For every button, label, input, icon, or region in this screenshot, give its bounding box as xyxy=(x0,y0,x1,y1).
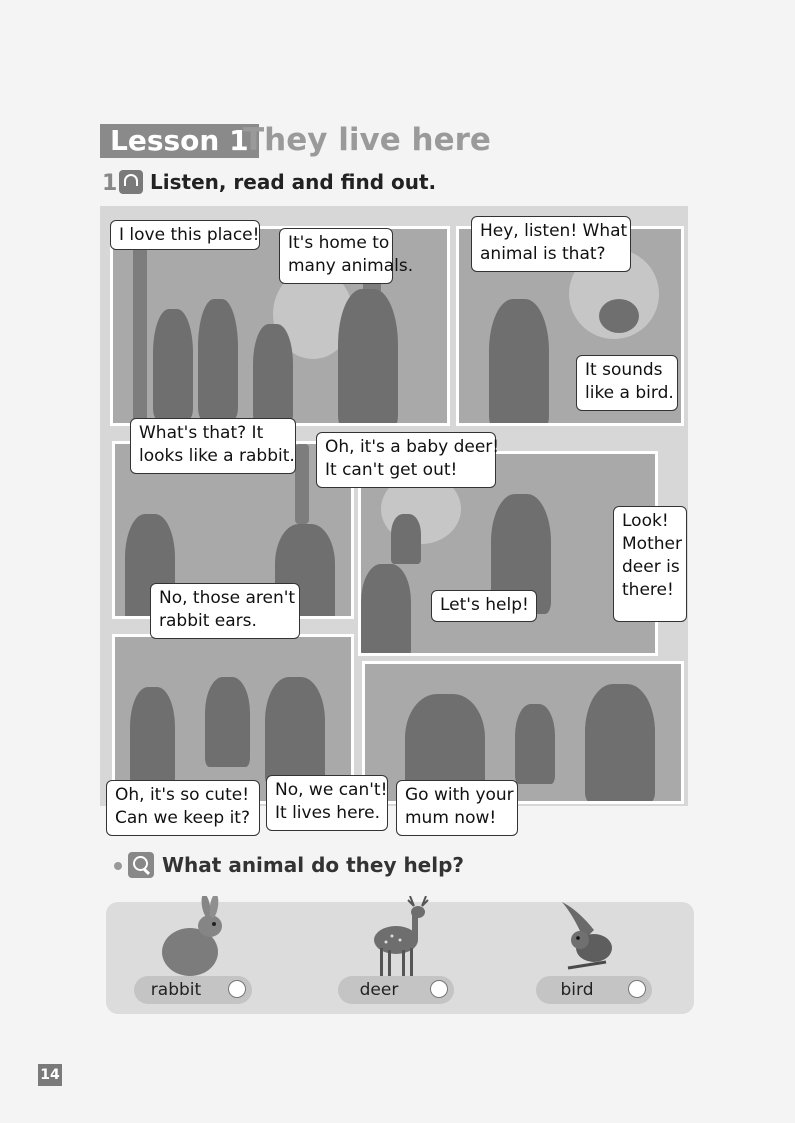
child-figure xyxy=(198,299,238,419)
exercise-instruction: Listen, read and find out. xyxy=(150,170,437,194)
choice-rabbit[interactable] xyxy=(134,976,252,1004)
baby-deer-figure xyxy=(205,677,250,767)
speech-bubble-1: I love this place! xyxy=(110,220,260,250)
adult-figure xyxy=(338,289,398,426)
choice-bird[interactable] xyxy=(536,976,652,1004)
lesson-title: They live here xyxy=(243,122,491,158)
magnifier-icon xyxy=(128,852,154,878)
speech-bubble-10: Oh, it's so cute! Can we keep it? xyxy=(106,780,260,836)
speech-bubble-4: It sounds like a bird. xyxy=(576,355,678,411)
baby-deer-figure xyxy=(391,514,421,564)
choice-label: deer xyxy=(359,980,399,1000)
answer-circle[interactable] xyxy=(228,980,246,998)
boy-figure xyxy=(265,677,325,787)
speech-bubble-6: Oh, it's a baby deer! It can't get out! xyxy=(316,432,496,488)
answer-circle[interactable] xyxy=(628,980,646,998)
girl-figure xyxy=(361,564,411,656)
bird-image xyxy=(554,896,626,980)
speech-bubble-2: It's home to many animals. xyxy=(279,228,393,284)
headphones-icon xyxy=(119,170,143,194)
page-number: 14 xyxy=(38,1064,62,1086)
question-text: What animal do they help? xyxy=(162,853,465,877)
boy-figure xyxy=(489,299,549,426)
choice-label: bird xyxy=(560,980,594,1000)
speech-bubble-3: Hey, listen! What animal is that? xyxy=(471,216,631,272)
speech-bubble-9: Let's help! xyxy=(431,590,537,622)
speech-bubble-7: Look! Mother deer is there! xyxy=(613,506,687,622)
bird-figure xyxy=(599,299,639,333)
answer-circle[interactable] xyxy=(430,980,448,998)
question-bullet xyxy=(114,862,122,870)
deer-image xyxy=(366,896,436,980)
baby-deer-figure xyxy=(515,704,555,784)
child-figure xyxy=(153,309,193,419)
speech-bubble-12: Go with your mum now! xyxy=(396,780,518,836)
children-figure xyxy=(585,684,655,804)
comic-strip xyxy=(100,206,688,806)
choice-label: rabbit xyxy=(150,980,202,1000)
speech-bubble-11: No, we can't! It lives here. xyxy=(266,775,388,831)
child-figure xyxy=(253,324,293,424)
speech-bubble-8: No, those aren't rabbit ears. xyxy=(150,583,300,639)
speech-bubble-5: What's that? It looks like a rabbit. xyxy=(130,418,296,474)
choice-deer[interactable] xyxy=(338,976,454,1004)
exercise-number: 1 xyxy=(102,171,118,196)
lesson-badge: Lesson 1 xyxy=(100,124,259,158)
answer-strip xyxy=(106,902,694,1014)
rabbit-image xyxy=(158,896,228,980)
child-figure xyxy=(130,687,175,787)
